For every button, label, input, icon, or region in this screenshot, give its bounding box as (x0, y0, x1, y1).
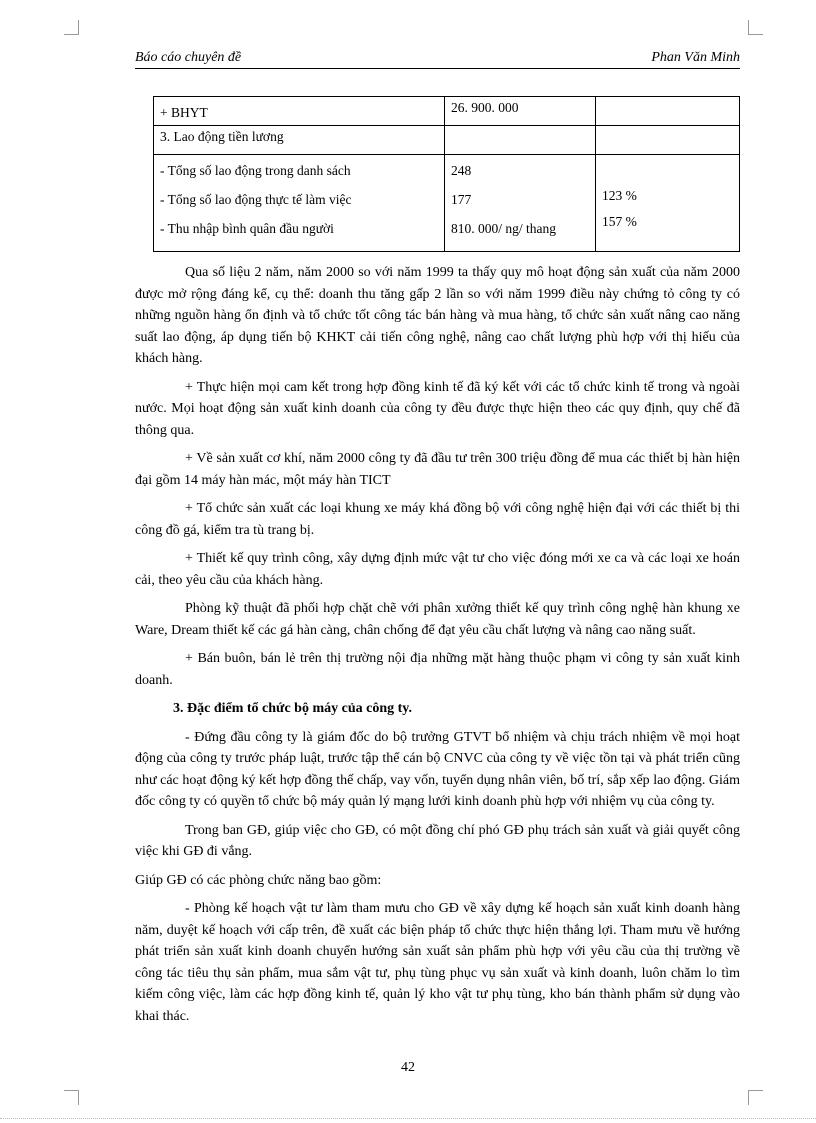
table-cell-label: - Thu nhập bình quân đầu người (160, 221, 334, 236)
table-cell-pct (602, 97, 733, 119)
crop-mark-top-left (64, 20, 79, 35)
table-row (154, 126, 740, 155)
table-cell-pct: 157 % (602, 214, 637, 229)
table-cell-label: 3. Lao động tiền lương (160, 129, 284, 144)
page-number: 42 (401, 1060, 415, 1075)
table-cell-label: + BHYT (160, 105, 208, 120)
paragraph: Phòng kỹ thuật đã phối hợp chặt chẽ với phân xưởng thiết kế quy trình công nghệ hàn khung xe Ware, Dream thiết kế các gá hàn càng, chân chống để đạt yêu cầu chất lượng và nâng cao năng suất. (135, 601, 740, 638)
paragraph: Giúp GĐ có các phòng chức năng bao gồm: (135, 872, 382, 888)
crop-mark-bottom-left (64, 1090, 79, 1105)
paragraph: Trong ban GĐ, giúp việc cho GĐ, có một đồng chí phó GĐ phụ trách sản xuất và giải quyết công việc khi GĐ đi vắng. (135, 822, 740, 859)
header-title: Báo cáo chuyên đề (135, 50, 242, 65)
page-edge (0, 1118, 816, 1119)
header-author: Phan Văn Minh (651, 50, 740, 65)
paragraph: + Tổ chức sản xuất các loại khung xe máy khá đồng bộ với công nghệ hiện đại với các thiết bị thi công đồ gá, kiểm tra tù trang bị. (135, 501, 740, 538)
report-body (135, 262, 740, 1034)
paragraph: + Thiết kế quy trình công, xây dựng định mức vật tư cho việc đóng mới xe ca và các loại xe hoán cải, theo yêu cầu của khách hàng. (135, 551, 740, 588)
paragraph: + Về sản xuất cơ khí, năm 2000 công ty đã đầu tư trên 300 triệu đồng để mua các thiết bị hàn hiện đại gồm 14 máy hàn mác, một máy hàn TICT (135, 451, 740, 488)
table-cell-value: 810. 000/ ng/ thang (451, 221, 556, 236)
table-cell-label: - Tổng số lao động thực tế làm việc (160, 192, 352, 207)
table-cell-pct: 123 % (602, 188, 637, 203)
table-cell-value: 177 (451, 192, 472, 207)
table-cell-label: - Tổng số lao động trong danh sách (160, 163, 351, 178)
paragraph: - Phòng kế hoạch vật tư làm tham mưu cho GĐ về xây dựng kế hoạch sản xuất kinh doanh hàng năm, duyệt kế hoạch với cấp trên, đề xuất các biện pháp tổ chức thực hiện thắng lợi. Tham mưu về hướng phát triển sản xuất kinh doanh chuyển hướng sản xuất sản phẩm phù hợp với yêu cầu của thị trường về công tác tiêu thụ sản phẩm, mua sắm vật tư, phụ tùng phục vụ sản xuất và kinh doanh, luôn chăm lo tìm kiếm công việc, làm các hợp đồng kinh tế, quản lý kho vật tư phụ tùng, kho bán thành phẩm sử dụng vào khai thác. (135, 901, 740, 1024)
paragraph: + Thực hiện mọi cam kết trong hợp đồng kinh tế đã ký kết với các tổ chức kinh tế trong và ngoài nước. Mọi hoạt động sản xuất kinh doanh của công ty đều được thực hiện theo các quy định, quy chế đã thông qua. (135, 379, 740, 438)
table-row (154, 97, 740, 126)
paragraph: Qua số liệu 2 năm, năm 2000 so với năm 1999 ta thấy quy mô hoạt động sản xuất của năm 2000 được mở rộng đáng kể, cụ thể: doanh thu tăng gấp 2 lần so với năm 1999 điều này chứng tỏ công ty có những nguồn hàng ổn định và tổ chức tốt công tác bán hàng và mua hàng, tổ chức sản xuất nâng cao năng suất lao động, áp dụng tiến bộ KHKT cải tiến công nghệ, nâng cao chất lượng phù hợp với thị hiếu của khách hàng. (135, 265, 740, 366)
table-cell-value: 248 (451, 163, 472, 178)
paragraph: + Bán buôn, bán lẻ trên thị trường nội địa những mặt hàng thuộc phạm vi công ty sản xuất kinh doanh. (135, 651, 740, 688)
labor-statistics-table (153, 96, 740, 252)
table-cell-value (451, 126, 589, 148)
crop-mark-bottom-right (748, 1090, 763, 1105)
table-cell-pct (602, 126, 733, 148)
crop-mark-top-right (748, 20, 763, 35)
table-cell-value: 26. 900. 000 (451, 100, 519, 115)
paragraph: - Đứng đầu công ty là giám đốc do bộ trưởng GTVT bổ nhiệm và chịu trách nhiệm về mọi hoạt động của công ty trước pháp luật, trước tập thể cán bộ CNVC của công ty về việc tồn tại và phát triển cũng như các hoạt động ký kết hợp đồng thế chấp, vay vốn, tuyển dụng nhân viên, bố trí, sắp xếp lao động. Giám đốc công ty có quyền tổ chức bộ máy quản lý mạng lưới kinh doanh phù hợp với nhiệm vụ của công ty. (135, 729, 740, 809)
table-row (154, 155, 740, 252)
section-heading: 3. Đặc điểm tổ chức bộ máy của công ty. (173, 701, 412, 716)
page-header (135, 50, 740, 69)
